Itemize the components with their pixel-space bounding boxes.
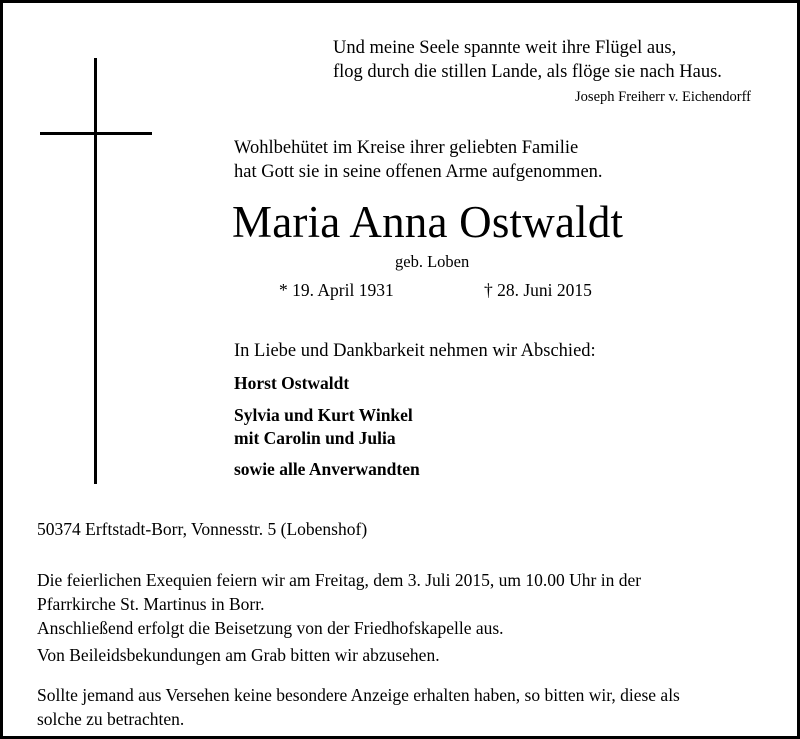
- cross-horizontal-bar: [40, 132, 152, 135]
- farewell-text: In Liebe und Dankbarkeit nehmen wir Abschied:: [234, 341, 596, 361]
- service-line: Anschließend erfolgt die Beisetzung von der Friedhofskapelle aus.: [37, 618, 504, 638]
- mourner-name: Horst Ostwaldt: [234, 373, 350, 393]
- notice-note: [37, 683, 680, 731]
- quote-line: flog durch die stillen Lande, als flöge sie nach Haus.: [333, 62, 722, 82]
- cross-vertical-bar: [94, 58, 97, 484]
- quote-line: Und meine Seele spannte weit ihre Flügel aus,: [333, 38, 677, 58]
- death-date: † 28. Juni 2015: [484, 280, 592, 300]
- mourner-name: sowie alle Anverwandten: [234, 459, 420, 479]
- maiden-name: geb. Loben: [395, 252, 470, 271]
- poem-quote: [333, 36, 722, 84]
- deceased-name: Maria Anna Ostwaldt: [232, 197, 624, 247]
- service-line: Die feierlichen Exequien feiern wir am Freitag, dem 3. Juli 2015, um 10.00 Uhr in der: [37, 570, 642, 590]
- mourner-group: [234, 404, 413, 450]
- quote-author: Joseph Freiherr v. Eichendorff: [575, 89, 751, 105]
- mourner-name: mit Carolin und Julia: [234, 428, 396, 448]
- service-info: [37, 568, 641, 640]
- condolence-request: Von Beileidsbekundungen am Grab bitten wir abzusehen.: [37, 645, 440, 665]
- note-line: Sollte jemand aus Versehen keine besondere Anzeige erhalten haben, so bitten wir, diese als: [37, 685, 680, 705]
- intro-text: [234, 136, 603, 184]
- intro-line: hat Gott sie in seine offenen Arme aufgenommen.: [234, 162, 603, 182]
- intro-line: Wohlbehütet im Kreise ihrer geliebten Familie: [234, 138, 579, 158]
- birth-date: * 19. April 1931: [279, 280, 394, 300]
- service-line: Pfarrkirche St. Martinus in Borr.: [37, 594, 265, 614]
- note-line: solche zu betrachten.: [37, 709, 185, 729]
- family-address: 50374 Erftstadt-Borr, Vonnesstr. 5 (Lobenshof): [37, 519, 368, 539]
- mourner-name: Sylvia und Kurt Winkel: [234, 405, 413, 425]
